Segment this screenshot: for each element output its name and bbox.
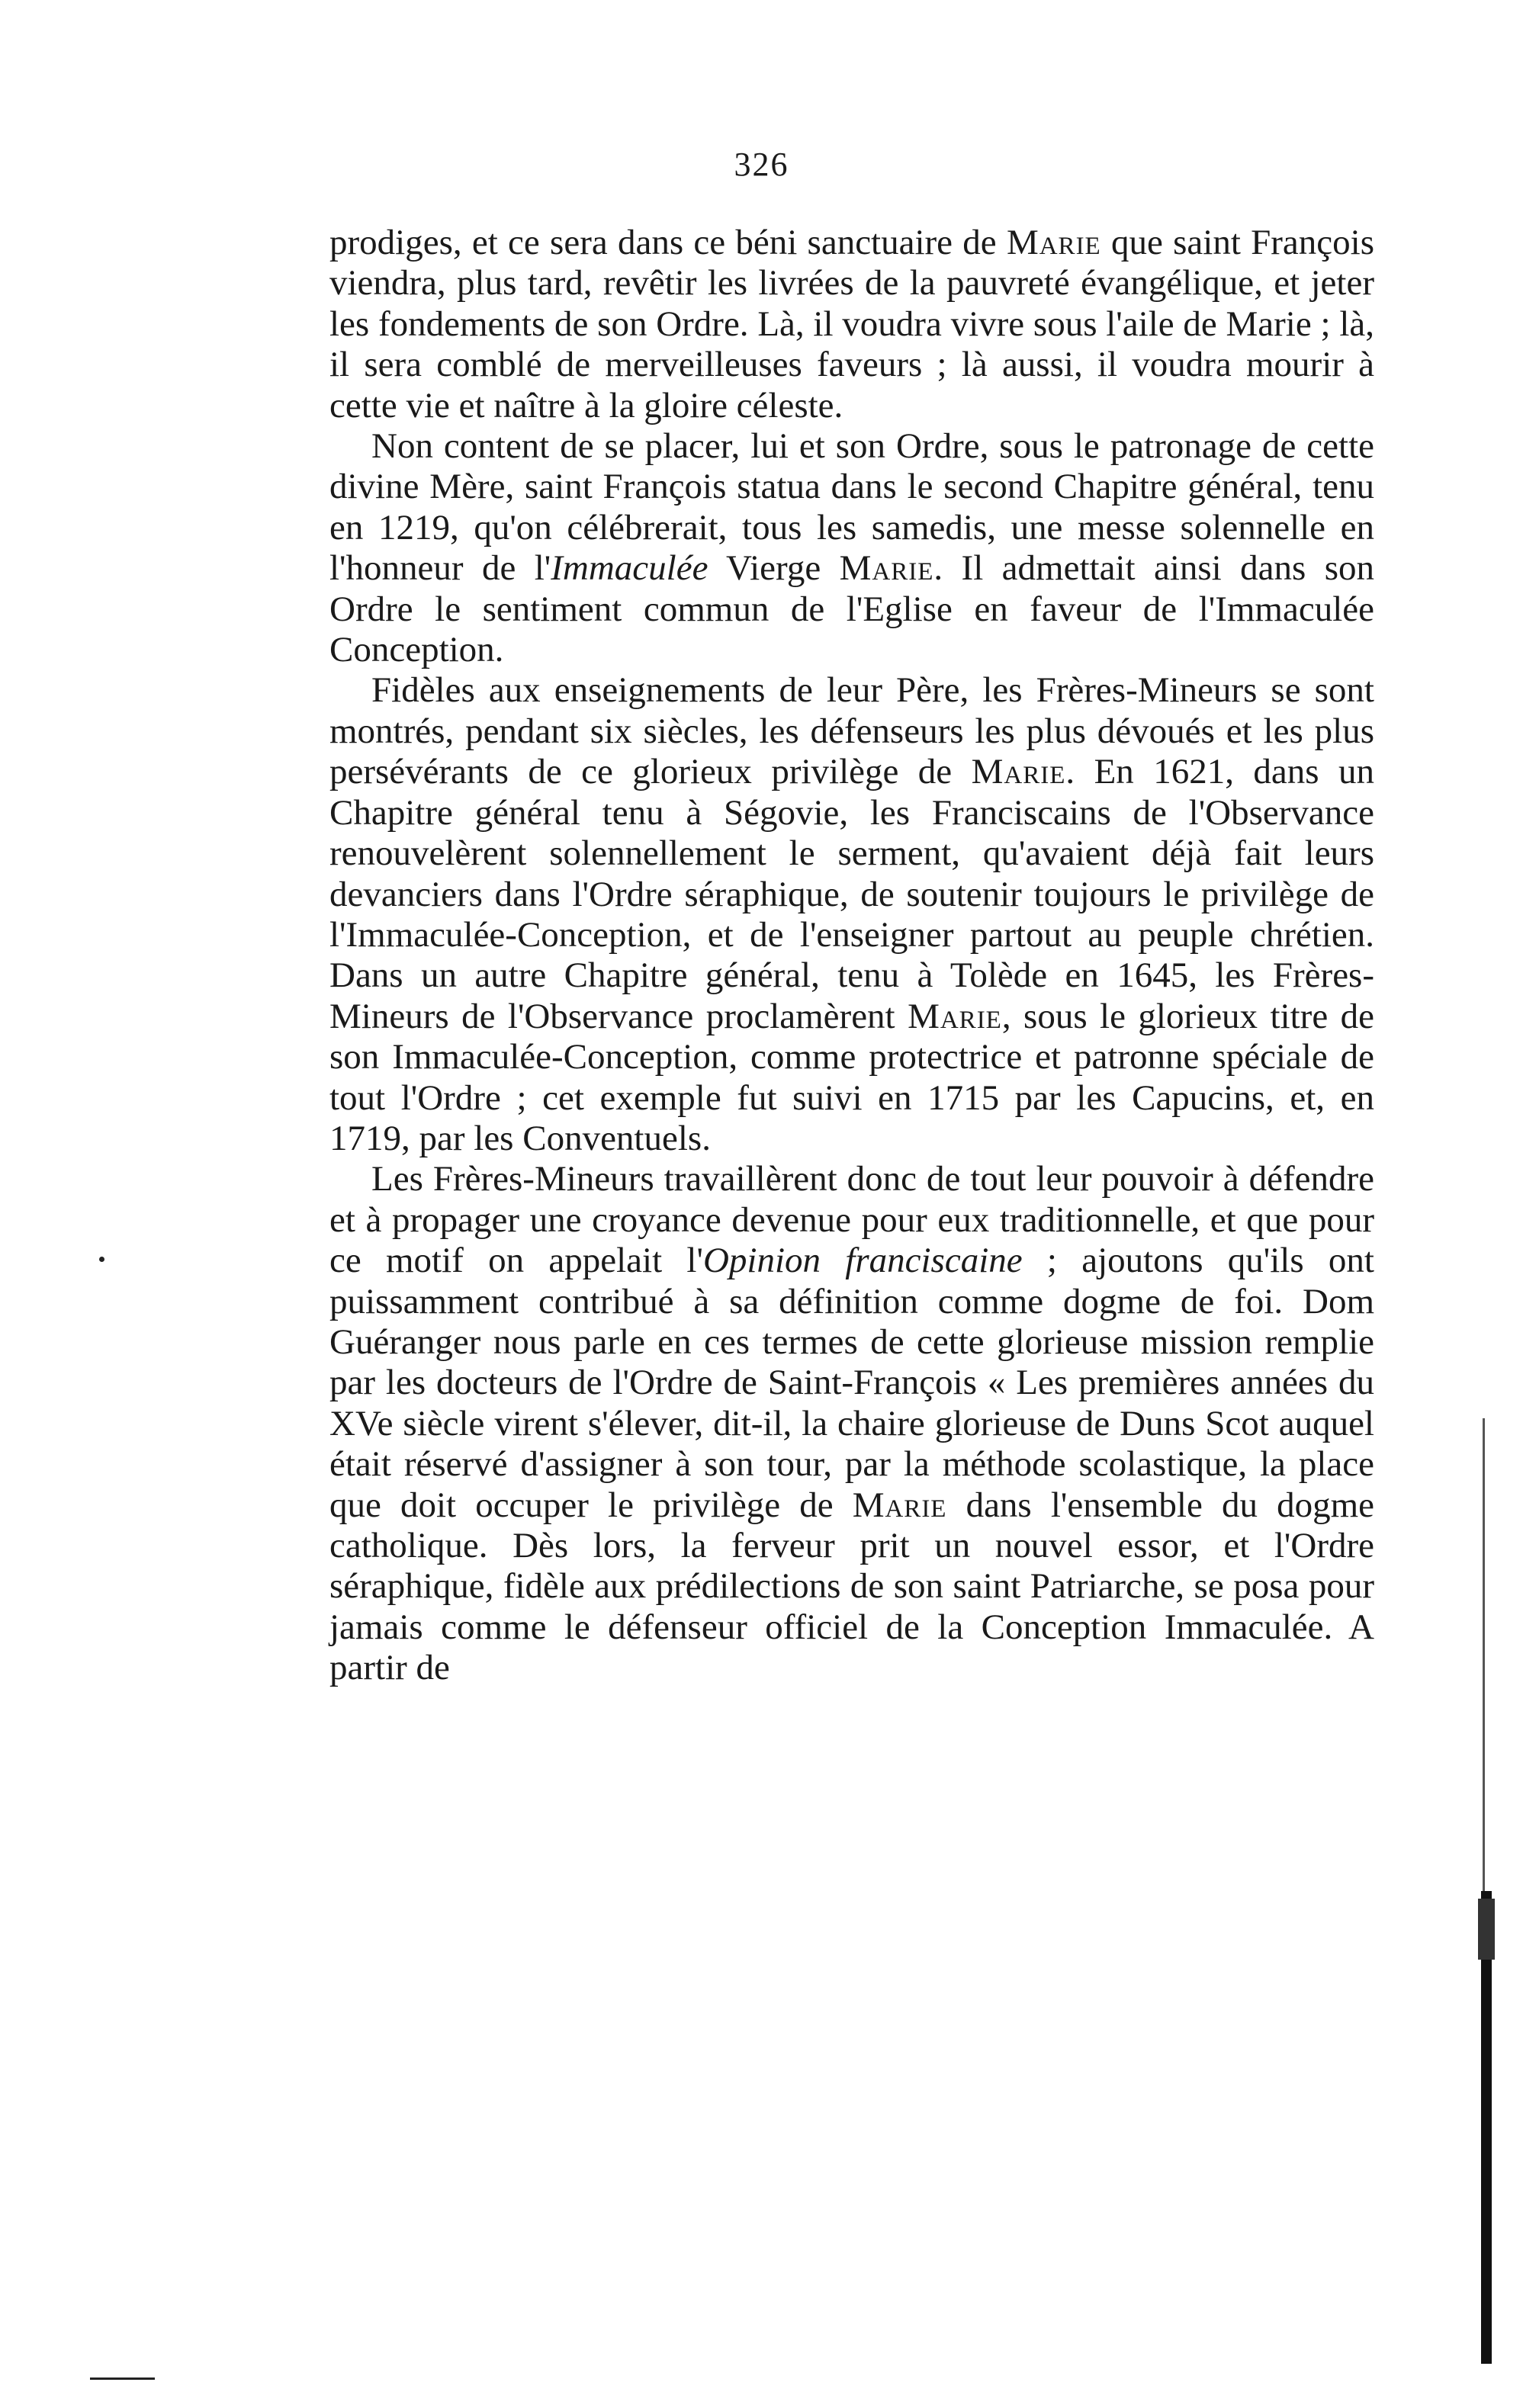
- body-text: [329, 223, 1374, 1689]
- paragraph-1: [329, 223, 1374, 426]
- text-run: Opinion franciscaine: [702, 1241, 1023, 1281]
- text-run: Fidèles aux enseignements de leur Père, les Frères-Mineurs se sont montrés, pendant six siècles, les défenseurs les plus dévoués et les plus persévérants de ce glorieux privilège de: [329, 670, 1374, 792]
- margin-dot: [99, 1257, 104, 1262]
- text-run: ; ajoutons qu'ils ont puissamment contribué à sa définition comme dogme de foi. Dom Guéranger nous parle en ces termes de cette glorieuse mission remplie par les docteurs de l'Ordre de Saint-François « Les premières années du XVe siècle virent s'élever, dit-il, la chaire glorieuse de Duns Scot auquel était réservé d'assigner à son tour, par la méthode scolastique, la place que doit occuper le privilège de: [329, 1241, 1374, 1525]
- text-run: . Il admettait ainsi dans son Ordre le sentiment commun de l'Eglise en faveur de l'Immaculée Conception.: [329, 548, 1374, 670]
- text-run: Vierge: [708, 548, 840, 589]
- text-run: Marie: [839, 548, 934, 589]
- page-edge-bar: [1481, 1891, 1492, 2364]
- text-run: Immaculée: [551, 548, 708, 589]
- page-number: 326: [734, 146, 789, 183]
- text-run: Marie: [908, 996, 1002, 1036]
- paragraph-2: [329, 426, 1374, 670]
- paragraph-4: [329, 1159, 1374, 1688]
- text-run: , sous le glorieux titre de son Immaculée-Conception, comme protectrice et patronne spéciale de tout l'Ordre ; cet exemple fut suivi en 1715 par les Capucins, et, en 1719, par les Conventuels.: [329, 996, 1374, 1158]
- paragraph-3: [329, 670, 1374, 1159]
- text-run: prodiges, et ce sera dans ce béni sanctuaire de: [329, 223, 1007, 262]
- bottom-rule: [90, 2377, 155, 2380]
- text-run: Marie: [852, 1485, 947, 1525]
- text-run: Les Frères-Mineurs travaillèrent donc de tout leur pouvoir à défendre et à propager une croyance devenue pour eux traditionnelle, et que pour ce motif on appelait l': [329, 1159, 1374, 1281]
- page-edge-mark: [1478, 1899, 1495, 1960]
- text-run: Marie: [1006, 223, 1101, 262]
- text-run: . En 1621, dans un Chapitre général tenu à Ségovie, les Franciscains de l'Observance renouvelèrent solennellement le serment, qu'avaient déjà fait leurs devanciers dans l'Ordre séraphique, de soutenir toujours le privilège de l'Immaculée-Conception, et de l'enseigner partout au peuple chrétien. Dans un autre Chapitre général, tenu à Tolède en 1645, les Frères-Mineurs de l'Observance proclamèrent: [329, 752, 1374, 1036]
- page-edge-line: [1483, 1418, 1485, 1891]
- text-run: que saint François viendra, plus tard, revêtir les livrées de la pauvreté évangélique, et jeter les fondements de son Ordre. Là, il voudra vivre sous l'aile de Marie ; là, il sera comblé de merveilleuses faveurs ; là aussi, il voudra mourir à cette vie et naître à la gloire céleste.: [329, 223, 1374, 425]
- text-run: Marie: [971, 752, 1066, 792]
- text-run: dans l'ensemble du dogme catholique. Dès lors, la ferveur prit un nouvel essor, et l'Ordre séraphique, fidèle aux prédilections de son saint Patriarche, se posa pour jamais comme le défenseur officiel de la Conception Immaculée. A partir de: [329, 1485, 1374, 1688]
- text-run: Non content de se placer, lui et son Ordre, sous le patronage de cette divine Mère, saint François statua dans le second Chapitre général, tenu en 1219, qu'on célébrerait, tous les samedis, une messe solennelle en l'honneur de l': [329, 426, 1374, 589]
